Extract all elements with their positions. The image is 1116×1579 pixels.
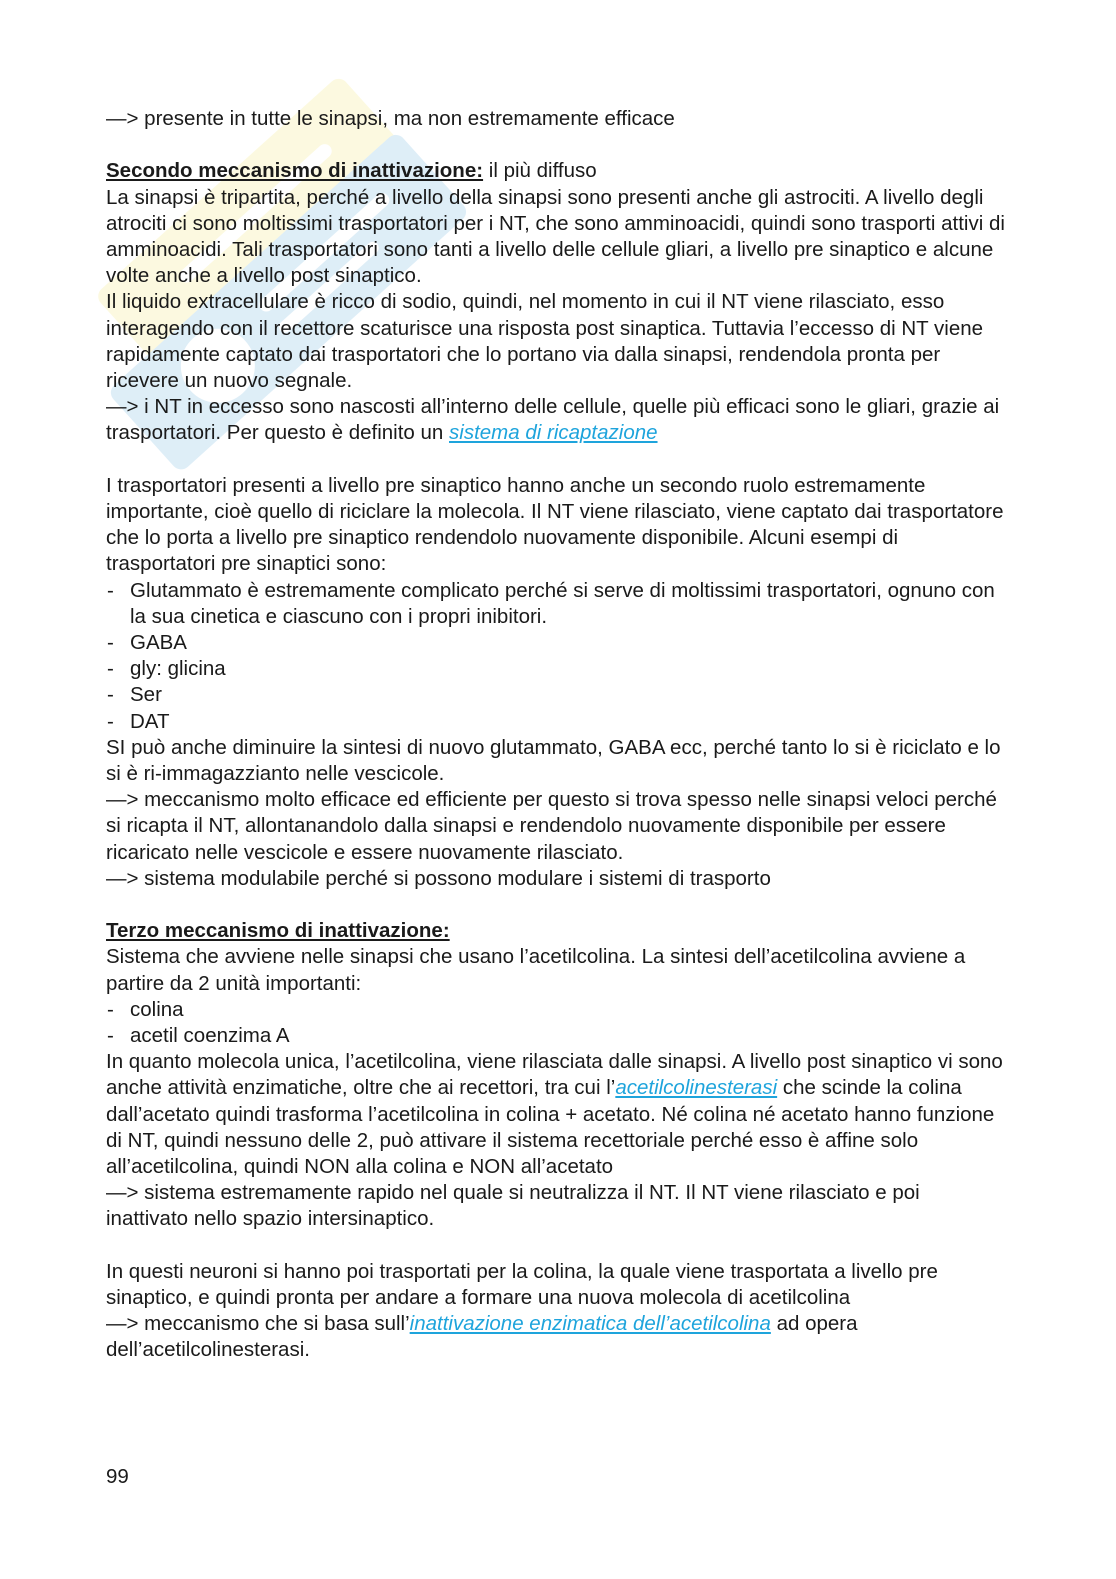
- section2-paragraph-2: Il liquido extracellulare è ricco di sodio, quindi, nel momento in cui il NT viene rilasciato, esso interagendo con il recettore scaturisce una risposta post sinaptica. Tuttavia l’eccesso di NT viene rapidamente captato dai trasportatori che lo portano via dalla sinapsi, rendendola pronta per ricevere un nuovo segnale.: [106, 290, 984, 393]
- section3-paragraph-2-text-a: In quanto molecola unica, l’acetilcolina, viene rilasciata dalle sinapsi. A livello post sinaptico vi sono anche attività enzimatiche, oltre che ai recettori, tra cui l’: [106, 1050, 1003, 1100]
- list-item: - acetil coenzima A: [106, 1023, 1006, 1049]
- section3-paragraph-5-suffix: ad opera dell’acetilcolinesterasi.: [106, 1312, 858, 1362]
- list-item: - colina: [106, 997, 1006, 1023]
- list-item: - gly: glicina: [106, 656, 1006, 682]
- section3-heading-line: [106, 918, 1006, 944]
- intro-line: —> presente in tutte le sinapsi, ma non estremamente efficace: [106, 107, 675, 130]
- section2-heading: Secondo meccanismo di inattivazione:: [106, 159, 484, 183]
- section3-paragraph-5-prefix: —> meccanismo che si basa sull’: [106, 1312, 410, 1336]
- section2-paragraph-5: SI può anche diminuire la sintesi di nuovo glutammato, GABA ecc, perché tanto lo si è riciclato e lo si è ri-immagazzianto nelle vescicole.: [106, 735, 1001, 786]
- link-acetilcolinesterasi[interactable]: acetilcolinesterasi: [615, 1076, 778, 1100]
- link-inattivazione-enzimatica[interactable]: inattivazione enzimatica dell’acetilcolina: [409, 1312, 771, 1336]
- page-number: 99: [106, 1465, 129, 1488]
- section3-heading: Terzo meccanismo di inattivazione:: [106, 919, 450, 943]
- section2-heading-suffix: il più diffuso: [483, 159, 597, 183]
- acetylcholine-unit-list: [106, 997, 1006, 1049]
- section3-paragraph-2-text-b: che scinde la colina dall’acetato quindi trasforma l’acetilcolina in colina + acetato. Né colina né acetato hanno funzione di NT, quindi nessuno delle 2, può attivare il sistema recettoriale perché esso è affine solo all’acetilcolina, quindi NON alla colina e NON all’acetato: [106, 1076, 995, 1179]
- section3-paragraph-5: [106, 1311, 1006, 1363]
- section2-heading-line: [106, 158, 1006, 184]
- spacer: [106, 447, 1006, 473]
- list-item: - Ser: [106, 682, 1006, 708]
- list-item: - GABA: [106, 630, 1006, 656]
- spacer: [106, 1233, 1006, 1259]
- spacer: [106, 892, 1006, 918]
- section2-paragraph-3-text: —> i NT in eccesso sono nascosti all’interno delle cellule, quelle più efficaci sono le gliari, grazie ai trasportatori. Per questo è definito un: [106, 395, 1000, 445]
- section2-paragraph-3: [106, 394, 1006, 446]
- section3-paragraph-3: —> sistema estremamente rapido nel quale si neutralizza il NT. Il NT viene rilasciato e poi inattivato nello spazio intersinaptico.: [106, 1181, 920, 1231]
- transporter-list: [106, 578, 1006, 735]
- section3-paragraph-4: In questi neuroni si hanno poi trasportati per la colina, la quale viene trasportata a livello pre sinaptico, e quindi pronta per andare a formare una nuova molecola di acetilcolina: [106, 1259, 938, 1310]
- section3-paragraph-2: [106, 1049, 1006, 1180]
- section2-paragraph-4: I trasportatori presenti a livello pre sinaptico hanno anche un secondo ruolo estremamente importante, cioè quello di riciclare la molecola. Il NT viene rilasciato, viene captato dai trasportatore che lo porta a livello pre sinaptico rendendolo nuovamente disponibile. Alcuni esempi di trasportatori pre sinaptici sono:: [106, 473, 1004, 576]
- section2-paragraph-1: La sinapsi è tripartita, perché a livello della sinapsi sono presenti anche gli astrociti. A livello degli atrociti ci sono moltissimi trasportatori per i NT, che sono amminoacidi, quindi sono trasporti attivi di amminoacidi. Tali trasportatori sono tanti a livello delle cellule gliari, a livello pre sinaptico e alcune volte anche a livello post sinaptico.: [106, 185, 1005, 288]
- section2-paragraph-7: —> sistema modulabile perché si possono modulare i sistemi di trasporto: [106, 866, 771, 890]
- spacer: [106, 132, 1006, 158]
- document-page: [106, 106, 1006, 1364]
- section2-paragraph-6: —> meccanismo molto efficace ed efficiente per questo si trova spesso nelle sinapsi veloci perché si ricapta il NT, allontanandolo dalla sinapsi e rendendolo nuovamente disponibile per essere ricaricato nelle vescicole e essere nuovamente rilasciato.: [106, 788, 997, 864]
- list-item: - DAT: [106, 709, 1006, 735]
- link-sistema-di-ricaptazione[interactable]: sistema di ricaptazione: [449, 421, 658, 445]
- list-item: - Glutammato è estremamente complicato perché si serve di moltissimi trasportatori, ognuno con la sua cinetica e ciascuno con i propri inibitori.: [106, 578, 1006, 630]
- section3-paragraph-1: Sistema che avviene nelle sinapsi che usano l’acetilcolina. La sintesi dell’acetilcolina avviene a partire da 2 unità importanti:: [106, 945, 966, 995]
